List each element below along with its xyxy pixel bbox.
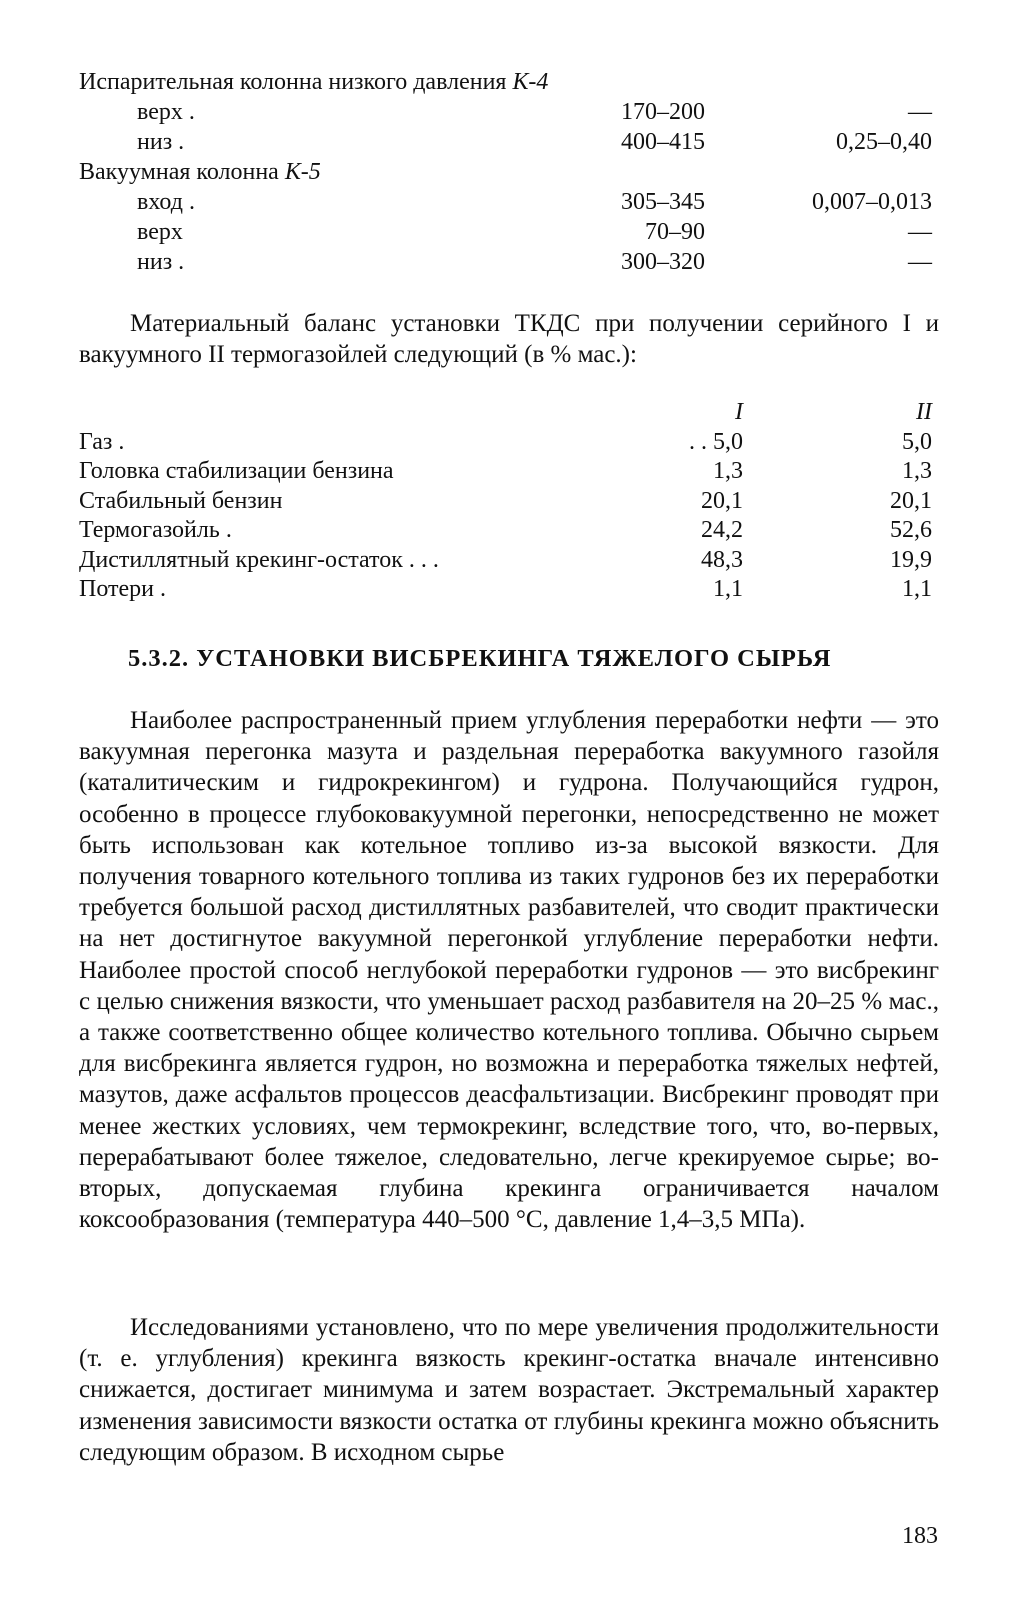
table-row bbox=[79, 67, 939, 97]
body-paragraph-2: Исследованиями установлено, что по мере увеличения продолжительности (т. е. углубления) крекинга вязкость крекинг-остатка вначале интенсивно снижается, достигает минимума и затем возрастает. Экстремальный характер изменения зависимости вязкости остатка от глубины крекинга можно объяснить следующим образом. В исходном сырье bbox=[79, 1314, 939, 1466]
value-i: . . 5,0 bbox=[689, 428, 743, 455]
group-label-text: Вакуумная колонна bbox=[79, 159, 285, 185]
column-code: К-4 bbox=[512, 69, 549, 95]
section-heading: 5.3.2. УСТАНОВКИ ВИСБРЕКИНГА ТЯЖЕЛОГО СЫРЬЯ bbox=[128, 645, 832, 672]
group-label-text: Испарительная колонна низкого давления bbox=[79, 69, 513, 95]
row-label: Головка стабилизации бензина bbox=[79, 458, 394, 484]
temperature-value: 400–415 bbox=[621, 129, 705, 155]
value-ii: 5,0 bbox=[902, 428, 932, 455]
column-parameters-table bbox=[79, 67, 939, 277]
material-balance-table bbox=[79, 397, 939, 604]
table-row bbox=[79, 456, 939, 486]
row-label: Дистиллятный крекинг-остаток . . . bbox=[79, 546, 439, 573]
row-label: Газ . bbox=[79, 428, 125, 455]
table-row bbox=[79, 247, 939, 277]
pressure-value: 0,007–0,013 bbox=[812, 189, 932, 215]
value-i: 1,1 bbox=[713, 576, 743, 602]
temperature-value: 170–200 bbox=[621, 99, 705, 125]
column-code: К-5 bbox=[284, 159, 321, 185]
pressure-value: — bbox=[908, 99, 932, 125]
table-row bbox=[79, 545, 939, 575]
row-label: верх bbox=[137, 219, 183, 245]
table-row bbox=[79, 127, 939, 157]
value-i: 20,1 bbox=[701, 487, 743, 514]
table-row bbox=[79, 97, 939, 127]
table-row bbox=[79, 486, 939, 516]
value-i: 1,3 bbox=[713, 458, 743, 484]
table-header-row bbox=[79, 397, 939, 427]
row-label: низ . bbox=[137, 129, 185, 155]
body-paragraph-1: Наиболее распространенный прием углубления переработки нефти — это вакуумная перегонка мазута и раздельная переработка вакуумного газойля (каталитическим и гидрокрекингом) и гудрона. Получающийся гудрон, особенно в процессе глубоковакуумной перегонки, непосредственно не может быть использован как котельное топливо из-за высокой вязкости. Для получения товарного котельного топлива из таких гудронов без их переработки требуется большой расход дистиллятных разбавителей, что сводит практически на нет достигнутое вакуумной перегонкой углубление переработки нефти. Наиболее простой способ неглубокой переработки гудронов — это висбрекинг с целью снижения вязкости, что уменьшает расход разбавителя на 20–25 % мас., а также соответственно общее количество котельного топлива. Обычно сырьем для висбрекинга является гудрон, но возможна и переработка тяжелых нефтей, мазутов, даже асфальтов процессов деасфальтизации. Висбрекинг проводят при менее жестких условиях, чем термокрекинг, вследствие того, что, во-первых, перерабатывают более тяжелое, следовательно, легче крекируемое сырье; во-вторых, допускаемая глубина крекинга ограничивается началом коксообразования (температура 440–500 °С, давление 1,4–3,5 МПа). bbox=[79, 707, 939, 1234]
value-ii: 20,1 bbox=[890, 487, 932, 514]
value-ii: 52,6 bbox=[890, 517, 932, 543]
row-label: Термогазойль . bbox=[79, 517, 232, 543]
column-header-ii: II bbox=[916, 399, 932, 425]
value-i: 48,3 bbox=[701, 546, 743, 573]
value-ii: 19,9 bbox=[890, 546, 932, 573]
table-row bbox=[79, 187, 939, 217]
temperature-value: 305–345 bbox=[621, 189, 705, 215]
table-row bbox=[79, 217, 939, 247]
group-label bbox=[79, 157, 321, 187]
column-header-i: I bbox=[735, 399, 743, 425]
page-number: 183 bbox=[902, 1523, 938, 1549]
table-row bbox=[79, 157, 939, 187]
temperature-value: 300–320 bbox=[621, 249, 705, 275]
row-label: Потери . bbox=[79, 576, 166, 602]
value-ii: 1,1 bbox=[902, 576, 932, 602]
group-label bbox=[79, 67, 548, 97]
pressure-value: 0,25–0,40 bbox=[836, 129, 932, 155]
value-i: 24,2 bbox=[701, 517, 743, 543]
row-label: Стабильный бензин bbox=[79, 487, 283, 514]
pressure-value: — bbox=[908, 249, 932, 275]
temperature-value: 70–90 bbox=[645, 219, 705, 245]
table-row bbox=[79, 515, 939, 545]
value-ii: 1,3 bbox=[902, 458, 932, 484]
table-row bbox=[79, 574, 939, 604]
row-label: вход . bbox=[137, 189, 195, 215]
pressure-value: — bbox=[908, 219, 932, 245]
table-row bbox=[79, 427, 939, 457]
row-label: низ . bbox=[137, 249, 185, 275]
row-label: верх . bbox=[137, 99, 195, 125]
intro-paragraph: Материальный баланс установки ТКДС при получении серийного I и вакуумного II термогазойлей следующий (в % мас.): bbox=[79, 310, 939, 368]
